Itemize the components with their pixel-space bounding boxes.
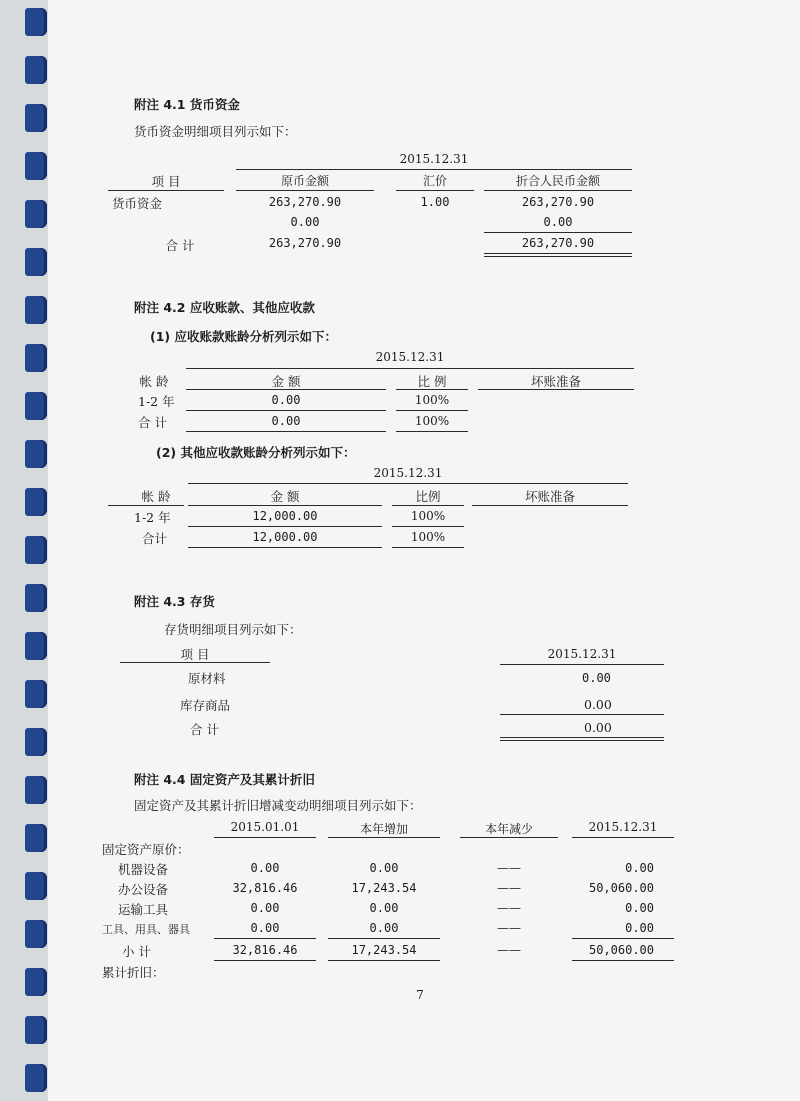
table-cell: 0.00 (271, 393, 301, 407)
section-4-1-title: 附注 4.1 货币资金 (134, 97, 240, 112)
rule (120, 662, 270, 663)
binding-ring (25, 200, 47, 228)
table-cell: 17,243.54 (351, 943, 417, 957)
rule (572, 837, 674, 838)
table-cell: 1-2 年 (134, 510, 171, 525)
table-cell: —— (497, 861, 521, 875)
rule (328, 837, 440, 838)
rule (188, 505, 382, 506)
table-cell: 0.00 (625, 861, 654, 875)
rule (214, 938, 316, 939)
rule (396, 389, 468, 390)
column-header: 2015.12.31 (547, 647, 617, 661)
column-header: 原币金额 (280, 174, 329, 188)
table-cell: 0.00 (543, 215, 573, 229)
table-cell: 0.00 (369, 861, 399, 875)
binding-ring (25, 440, 47, 468)
table-cell: 0.00 (250, 861, 280, 875)
rule (484, 256, 632, 257)
column-header: 本年增加 (359, 822, 408, 836)
table-cell: 库存商品 (180, 698, 231, 713)
rule (214, 837, 316, 838)
rule (186, 368, 634, 369)
section-4-2-title: 附注 4.2 应收账款、其他应收款 (134, 300, 315, 315)
column-header: 帐 龄 (141, 489, 171, 504)
table-cell: 原材料 (188, 671, 226, 686)
rule (186, 389, 386, 390)
table-cell: 263,270.90 (268, 236, 342, 250)
binding-ring (25, 56, 47, 84)
rule (392, 547, 464, 548)
table-cell: 50,060.00 (588, 943, 654, 957)
rule (108, 190, 224, 191)
rule (572, 960, 674, 961)
rule (328, 938, 440, 939)
column-header: 项 目 (180, 647, 210, 662)
page-number: 7 (416, 988, 424, 1002)
table-cell: 1.00 (420, 195, 450, 209)
table-cell: 32,816.46 (232, 943, 298, 957)
section-4-4-intro: 固定资产及其累计折旧增减变动明细项目列示如下： (134, 798, 422, 813)
rule (500, 737, 664, 738)
binding-ring (25, 248, 47, 276)
table-date-header: 2015.12.31 (375, 350, 445, 364)
rule (214, 960, 316, 961)
column-header: 汇价 (422, 174, 447, 188)
column-header: 2015.01.01 (230, 820, 300, 834)
binding-ring (25, 776, 47, 804)
rule (188, 526, 382, 527)
rule (396, 410, 468, 411)
section-4-3-intro: 存货明细项目列示如下： (164, 622, 302, 637)
table-total-label: 合 计 (138, 415, 167, 430)
table-cell: —— (497, 881, 521, 895)
binding-ring (25, 680, 47, 708)
column-header: 帐 龄 (139, 374, 169, 389)
binding-ring (25, 872, 47, 900)
table-cell: 货币资金 (112, 196, 163, 211)
rule (396, 190, 474, 191)
column-header: 折合人民币金额 (515, 174, 600, 188)
rule (186, 410, 386, 411)
column-header: 项 目 (151, 174, 181, 189)
table-cell: 100% (410, 530, 446, 544)
rule (392, 526, 464, 527)
column-header: 本年减少 (484, 822, 533, 836)
column-header: 坏账准备 (530, 374, 581, 389)
table-cell: 0.00 (625, 901, 654, 915)
table-cell: 0.00 (584, 697, 612, 712)
table-cell: 12,000.00 (252, 509, 318, 523)
rule (108, 505, 184, 506)
table-cell: 100% (414, 414, 450, 428)
table-cell: 32,816.46 (232, 881, 298, 895)
binding-ring (25, 920, 47, 948)
binding-ring (25, 536, 47, 564)
table-total-label: 合 计 (190, 722, 219, 737)
table-cell: 0.00 (250, 921, 280, 935)
table-cell: 100% (414, 393, 450, 407)
rule (236, 169, 632, 170)
column-header: 比 例 (417, 374, 447, 389)
rule (188, 547, 382, 548)
binding-ring (25, 344, 47, 372)
rule (478, 389, 634, 390)
table-cell: 263,270.90 (268, 195, 342, 209)
binding-ring (25, 392, 47, 420)
table-cell: 0.00 (582, 671, 611, 685)
rule (188, 483, 628, 484)
table-cell: 工具、用具、器具 (102, 923, 190, 936)
rule (328, 960, 440, 961)
table-cell: 0.00 (290, 215, 320, 229)
rule (484, 190, 632, 191)
table-cell: 办公设备 (118, 882, 169, 897)
group-label: 固定资产原价： (102, 842, 190, 857)
binding-ring (25, 152, 47, 180)
binding-ring (25, 8, 47, 36)
rule (500, 664, 664, 665)
binding-ring (25, 584, 47, 612)
binding-ring (25, 296, 47, 324)
table-cell: —— (497, 921, 521, 935)
table-cell: 17,243.54 (351, 881, 417, 895)
rule (484, 232, 632, 233)
table-cell: 0.00 (271, 414, 301, 428)
table-cell: 263,270.90 (521, 195, 595, 209)
rule (186, 431, 386, 432)
table-total-label: 合 计 (165, 238, 195, 253)
table-cell: 0.00 (369, 901, 399, 915)
rule (572, 938, 674, 939)
rule (500, 714, 664, 715)
binding-ring (25, 1016, 47, 1044)
table-date-header: 2015.12.31 (373, 466, 443, 480)
table-cell: 1-2 年 (138, 394, 175, 409)
table-cell: —— (497, 901, 521, 915)
rule (460, 837, 558, 838)
column-header: 2015.12.31 (588, 820, 658, 834)
table-total-label: 合计 (142, 531, 168, 546)
column-header: 金 额 (271, 374, 301, 389)
column-header: 金 额 (270, 489, 300, 504)
subsection-title: (1) 应收账款账龄分析列示如下： (150, 329, 337, 344)
table-cell: 12,000.00 (252, 530, 318, 544)
table-cell: 0.00 (625, 921, 654, 935)
binding-ring (25, 632, 47, 660)
table-cell: 0.00 (250, 901, 280, 915)
table-cell: 100% (410, 509, 446, 523)
table-cell: 0.00 (584, 720, 612, 735)
column-header: 坏账准备 (524, 489, 575, 504)
rule (472, 505, 628, 506)
rule (484, 253, 632, 254)
table-cell: 263,270.90 (521, 236, 595, 250)
table-cell: —— (497, 943, 521, 957)
binding-ring (25, 488, 47, 516)
table-cell: 50,060.00 (588, 881, 654, 895)
section-4-4-title: 附注 4.4 固定资产及其累计折旧 (134, 772, 315, 787)
rule (396, 431, 468, 432)
group-label: 累计折旧： (102, 965, 165, 980)
rule (236, 190, 374, 191)
binding-ring (25, 824, 47, 852)
section-4-3-title: 附注 4.3 存货 (134, 594, 215, 609)
table-date-header: 2015.12.31 (399, 152, 469, 166)
column-header: 比例 (415, 489, 441, 504)
binding-ring (25, 1064, 47, 1092)
binding-ring (25, 104, 47, 132)
spiral-binding (0, 0, 48, 1101)
table-cell: 机器设备 (118, 862, 169, 877)
section-4-1-intro: 货币资金明细项目列示如下： (134, 124, 297, 139)
subsection-title: (2) 其他应收款账龄分析列示如下： (156, 445, 356, 460)
table-total-label: 小 计 (122, 944, 151, 959)
binding-ring (25, 728, 47, 756)
table-cell: 0.00 (369, 921, 399, 935)
binding-ring (25, 968, 47, 996)
rule (500, 740, 664, 741)
table-cell: 运输工具 (118, 902, 169, 917)
rule (392, 505, 464, 506)
